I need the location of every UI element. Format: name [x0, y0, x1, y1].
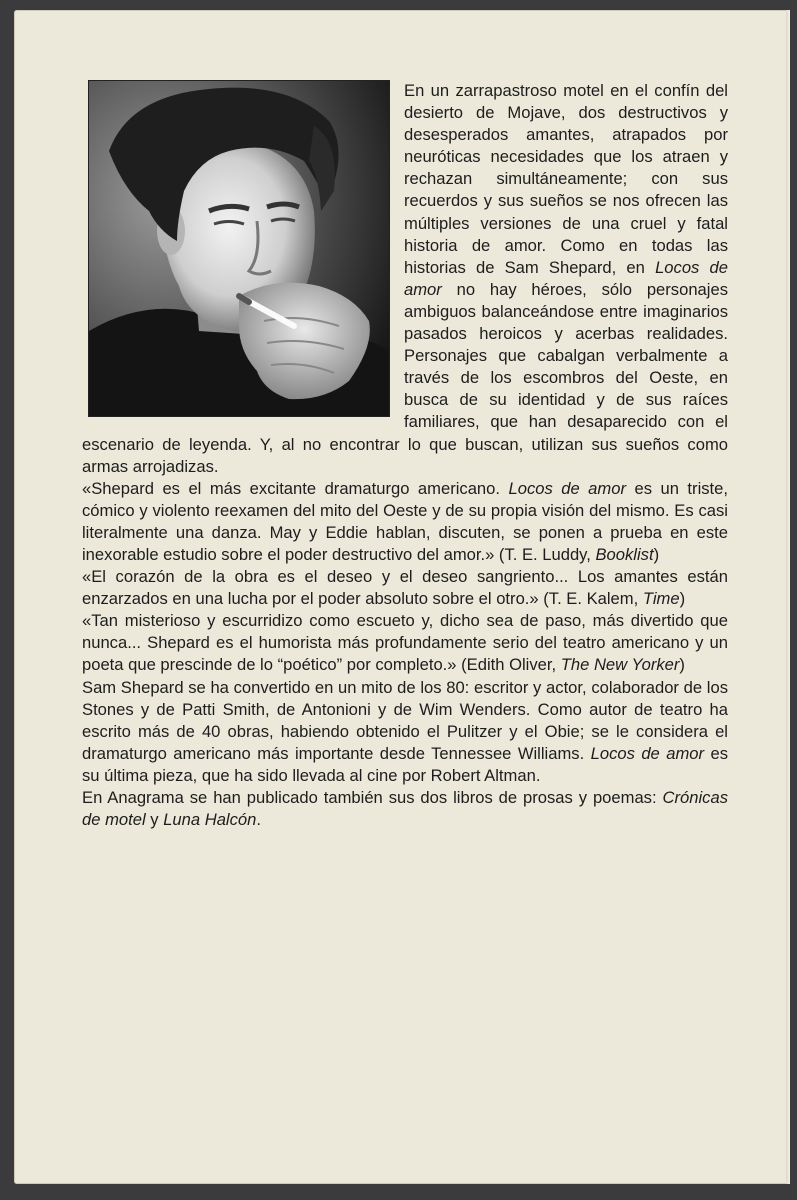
paragraph-quote-kalem: «El corazón de la obra es el deseo y el deseo sangriento... Los amantes están enzarzados en una lucha por el poder absoluto sobre el otro.» (T. E. Kalem, Time) — [82, 567, 728, 609]
paragraph-quote-luddy: «Shepard es el más excitante dramaturgo americano. Locos de amor es un triste, cómico y violento reexamen del mito del Oeste y de su propia visión del mismo. Es casi literalmente una danza. May y Eddie hablan, discuten, se ponen a prueba en este inexorable estudio sobre el poder destructivo del amor.» (T. E. Luddy, Booklist) — [82, 478, 728, 564]
back-cover-text — [82, 80, 728, 831]
photo-text-wrap-space — [82, 80, 404, 428]
paragraph-synopsis: En un zarrapastroso motel en el confín del desierto de Mojave, dos destructivos y desesperados amantes, atrapados por neuróticas necesidades que los atraen y rechazan simultáneamente; con sus recuerdos y sus sueños se nos ofrecen las múltiples versiones de una cruel y fatal historia de amor. Como en todas las historias de Sam Shepard, en Locos de amor no hay héroes, sólo personajes ambiguos balanceándose entre imaginarios pasados heroicos y acerbas realidades. Personajes que cabalgan verbalmente a través de los escombros del Oeste, en busca de su identidad y de sus raíces familiares, que han desaparecido con el escenario de leyenda. Y, al no encontrar lo que buscan, utilizan sus sueños como armas arrojadizas. — [82, 81, 728, 476]
paragraph-other-books: En Anagrama se han publicado también sus dos libros de prosas y poemas: Crónicas de motel y Luna Halcón. — [82, 788, 728, 830]
paragraph-author-bio: Sam Shepard se ha convertido en un mito de los 80: escritor y actor, colaborador de los Stones y de Patti Smith, de Antonioni y de Wim Wenders. Como autor de teatro ha escrito más de 40 obras, habiendo obtenido el Pulitzer y el Obie; se le considera el dramaturgo americano más importante desde Tennessee Williams. Locos de amor es su última pieza, que ha sido llevada al cine por Robert Altman. — [82, 677, 728, 785]
paragraph-quote-oliver: «Tan misterioso y escurridizo como escueto y, dicho sea de paso, más divertido que nunca... Shepard es el humorista más profundamente serio del teatro americano y un poeta que prescinde de lo “poético” por completo.» (Edith Oliver, The New Yorker) — [82, 611, 728, 675]
